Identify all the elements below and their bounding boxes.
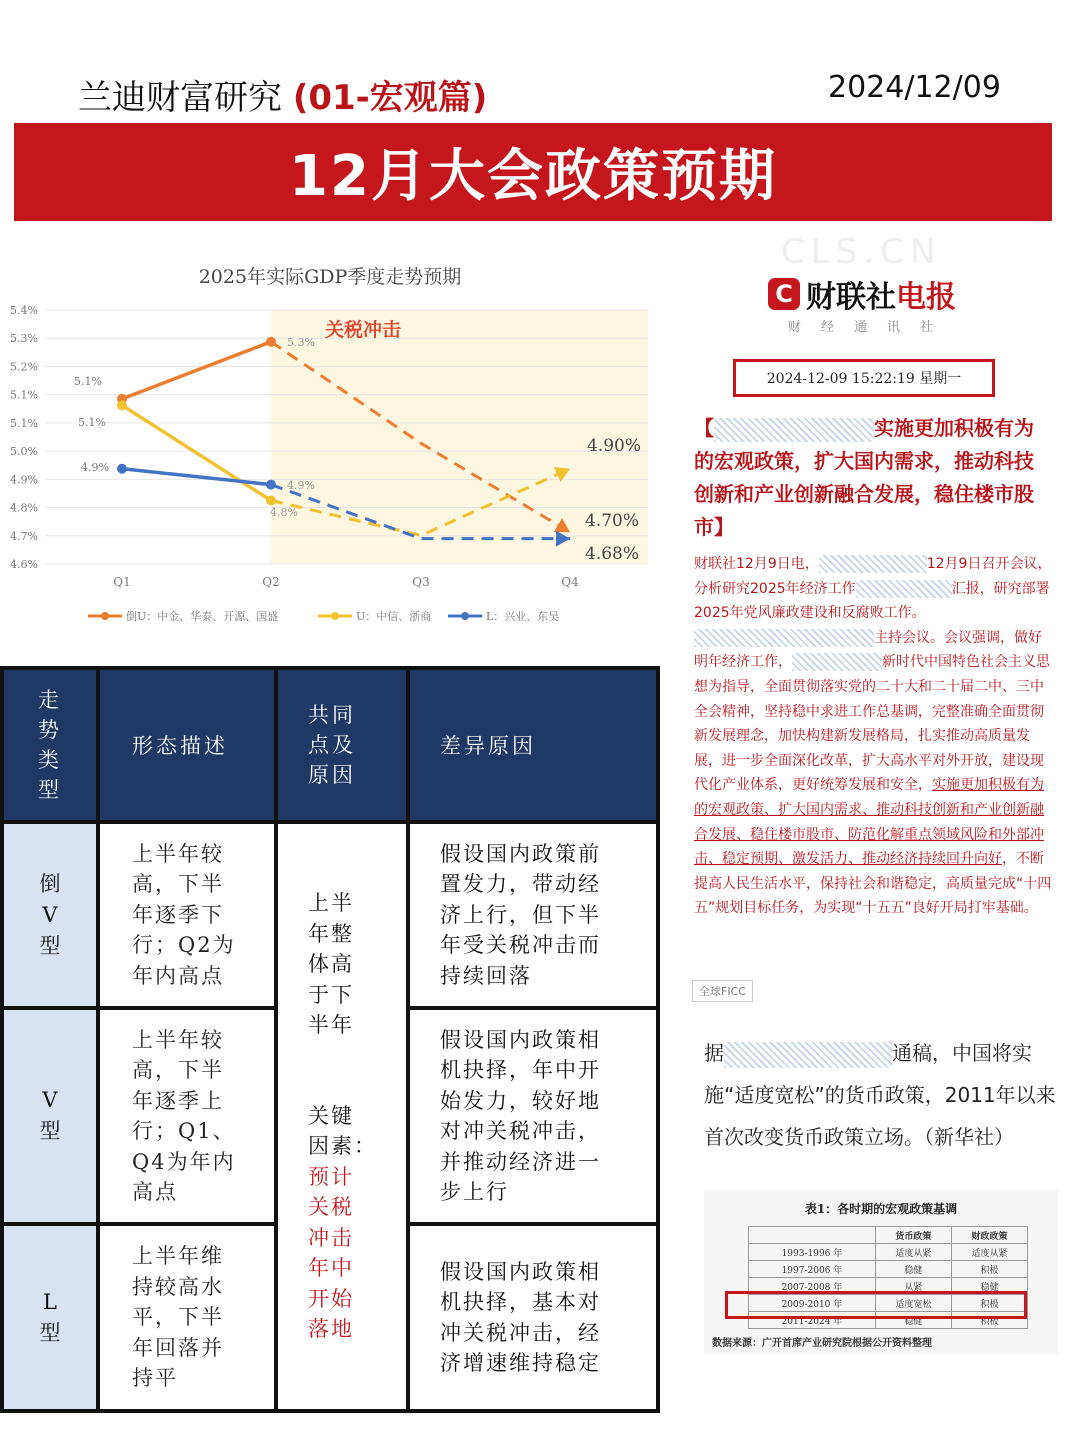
series-line [122, 342, 271, 399]
data-label: 5.1% [74, 375, 102, 388]
y-tick-label: 5.2% [10, 360, 38, 374]
chart-svg [0, 248, 660, 638]
description-cell: 上半年较 高，下半 年逐季上 行；Q1、 Q4为年内 高点 [98, 1008, 276, 1224]
mosaic-blur [819, 555, 927, 573]
y-tick-label: 4.7% [10, 529, 38, 543]
cls-logo-icon: C [768, 278, 800, 310]
header-trend-type: 走 势 类 型 [2, 668, 98, 822]
x-tick-label: Q2 [262, 575, 280, 589]
legend-label: L：兴业、东吴 [486, 610, 560, 623]
news-body: 财联社12月9日电， 12月9日召开会议，分析研究2025年经济工作 汇报，研究部署2025年党风廉政建设和反腐败工作。主持会议。会议强调，做好明年经济工作， 新时代中国特色社会主义思想为指导，全面贯彻落实党的二十大和二十届二中、三中全会精神，坚持稳中求进工作总基调，完整准确全面贯彻新发展理念，加快构建新发展格局，扎实推动高质量发展，进一步全面深化改革，扩大高水平对外开放，建设现代化产业体系，更好统筹发展和安全，实施更加积极有为的宏观政策、扩大国内需求、推动科技创新和产业创新融合发展、稳住楼市股市、防范化解重点领域风险和外部冲击、稳定预期、激发活力、推动经济持续回升向好，不断提高人民生活水平，保持社会和谐稳定，高质量完成“十四五”规划目标任务，为实现“十五五”良好开局打牢基础。 [694, 556, 1052, 917]
x-tick-label: Q1 [113, 575, 131, 589]
trend-type-cell: L 型 [2, 1224, 98, 1411]
cls-logo [768, 272, 956, 316]
news-tag[interactable]: 全球FICC [692, 980, 753, 1002]
trend-table [0, 666, 660, 1413]
legend-marker [461, 612, 469, 620]
chart-title: 2025年实际GDP季度走势预期 [198, 266, 462, 288]
legend-label: 倒U：中金、华泰、开源、国盛 [126, 610, 279, 623]
mosaic-blur [694, 629, 874, 647]
header-difference: 差异原因 [408, 668, 658, 822]
banner-title: 12月大会政策预期 [289, 144, 777, 209]
series-line [122, 469, 271, 485]
description-cell: 上半年较 高，下半 年逐季下 行；Q2为 年内高点 [98, 822, 276, 1008]
trend-type-cell: V 型 [2, 1008, 98, 1224]
policy-table: 货币政策 财政政策 1993-1996 年 适度从紧 适度从紧 1997-2006 年 稳健 积极 2007-2008 年 从紧 稳健 2009-2010 年 适度宽松 积极 2011-2024 年 稳健 积极 [748, 1226, 1028, 1329]
y-tick-label: 5.1% [10, 416, 38, 430]
series-line [122, 405, 271, 500]
data-label: 5.3% [287, 336, 315, 349]
policy-table-title: 表1：各时期的宏观政策基调 [804, 1202, 958, 1216]
legend-marker [331, 612, 339, 620]
mosaic-blur [724, 1042, 892, 1068]
news-timestamp: 2024-12-09 15:22:19 星期一 [733, 359, 995, 397]
tariff-shock-label: 关税冲击 [325, 319, 402, 341]
y-tick-label: 5.3% [10, 332, 38, 346]
header-common: 共同 点及 原因 [276, 668, 408, 822]
xinhua-note: 据 通稿，中国将实施“适度宽松”的货币政策，2011年以来首次改变货币政策立场。（新华社） [704, 1041, 1056, 1149]
header-description: 形态描述 [98, 668, 276, 822]
data-label: 4.9% [81, 461, 109, 474]
difference-cell: 假设国内政策相 机抉择，年中开 始发力，较好地 对冲关税冲击， 并推动经济进一 步上行 [408, 1008, 658, 1224]
report-title-sub: (01-宏观篇) [292, 78, 488, 118]
common-cell: 上半 年整 体高 于下 半年 关键 因素： 预计 关税 冲击 年中 开始 落地 [276, 822, 408, 1411]
data-label: 5.1% [78, 416, 106, 429]
description-cell: 上半年维 持较高水 平，下半 年回落并 持平 [98, 1224, 276, 1411]
y-tick-label: 4.8% [10, 501, 38, 515]
y-tick-label: 4.6% [10, 558, 38, 571]
legend-label: U：中信、浙商 [356, 610, 432, 623]
table-row [2, 822, 658, 1008]
data-label: 4.8% [270, 506, 298, 519]
report-title [78, 70, 487, 119]
x-tick-label: Q3 [412, 575, 430, 589]
trend-type-cell: 倒 V 型 [2, 822, 98, 1008]
x-tick-label: Q4 [561, 575, 579, 589]
data-point [117, 464, 127, 474]
policy-table-image [704, 1190, 1058, 1354]
news-headline: 【 实施更加积极有为的宏观政策，扩大国内需求，推动科技创新和产业创新融合发展，稳住楼市股市】 [694, 416, 1034, 539]
data-label: 4.9% [287, 479, 315, 492]
cls-logo-subtitle: 财经通讯社 [788, 320, 954, 335]
difference-cell: 假设国内政策相 机抉择，基本对 冲关税冲击，经 济增速维持稳定 [408, 1224, 658, 1411]
data-point [117, 400, 127, 410]
policy-table-source: 数据来源：广开首席产业研究院根据公开资料整理 [712, 1338, 932, 1349]
data-label: 4.90% [587, 436, 642, 456]
y-tick-label: 4.9% [10, 473, 38, 487]
mosaic-blur [856, 580, 952, 598]
mosaic-blur [714, 418, 874, 442]
title-banner [14, 123, 1052, 221]
y-tick-label: 5.1% [10, 388, 38, 402]
data-label: 4.70% [585, 511, 640, 531]
y-tick-label: 5.4% [10, 304, 38, 317]
report-title-main: 兰迪财富研究 [78, 78, 282, 118]
gdp-chart [0, 248, 660, 638]
news-panel [676, 232, 1066, 1412]
mosaic-blur [792, 653, 882, 671]
difference-cell: 假设国内政策前 置发力，带动经 济上行，但下半 年受关税冲击而 持续回落 [408, 822, 658, 1008]
legend-marker [101, 612, 109, 620]
watermark: CLS.CN [781, 232, 942, 272]
y-tick-label: 5.0% [10, 445, 38, 459]
report-date: 2024/12/09 [828, 70, 1001, 105]
data-label: 4.68% [585, 544, 640, 564]
cls-logo-name: 财联社电报 [806, 280, 956, 315]
policy-table-highlight [725, 1291, 1027, 1319]
